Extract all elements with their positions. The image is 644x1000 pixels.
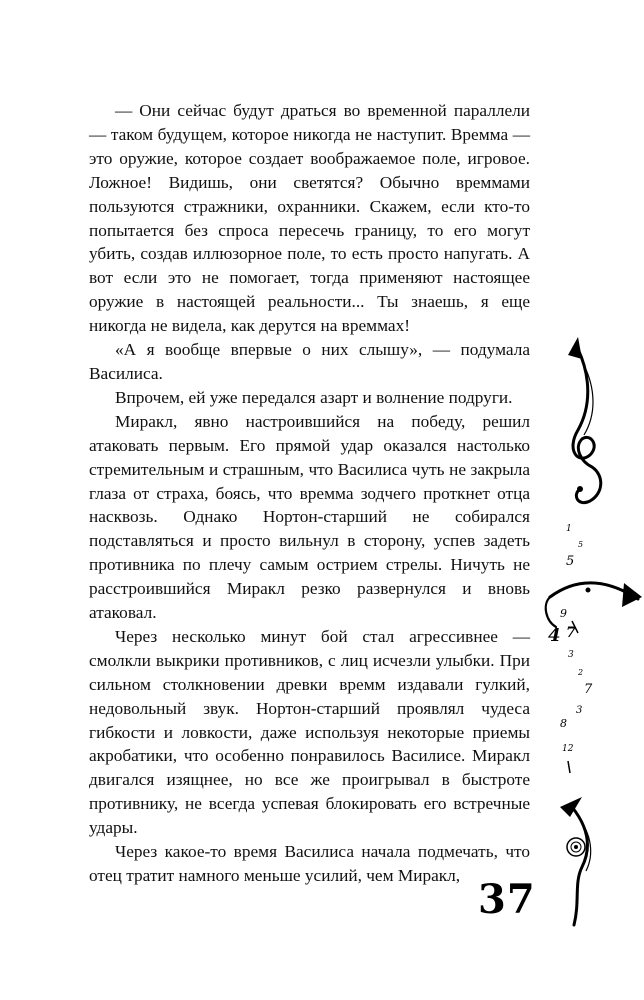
paragraph-1: — Они сейчас будут драться во временной параллели — таком будущем, которое никогда не наступит. Времма — это оружие, которое создает воображаемое поле, игровое. Ложное! Видишь, они светятся? Обычно времмами пользуются стражники, охранники. Скажем, если кто-то попытается без спроса пересечь границу, то его могут убить, создав иллюзорное поле, то есть просто напугать. А вот если это не помогает, тогда применяют настоящее оружие в настоящей реальности... Ты знаешь, я еще никогда не видела, как дерутся на времмах! xyxy=(89,101,530,336)
paragraph-6: Через какое-то время Василиса начала подмечать, что отец тратит намного меньше усилий, чем Миракл, xyxy=(89,842,530,885)
numeral-11: 8 xyxy=(560,717,567,730)
numeral-7: 3 xyxy=(568,650,574,660)
numeral-4: 9 xyxy=(560,607,567,620)
numeral-6: 7 xyxy=(566,625,576,641)
page-number: 37 xyxy=(478,876,536,923)
numeral-2: 5 xyxy=(578,540,584,549)
paragraph-4: Миракл, явно настроившийся на победу, решил атаковать первым. Его прямой удар оказался настолько стремительным и страшным, что Василиса чуть не закрыла глаза от страха, боясь, что времма зодчего проткнет отца насквозь. Однако Нортон-старший не собирался подставляться и просто вильнул в сторону, успев задеть противника по плечу самым острием стрелы. Ничуть не расстроившийся Миракл резко развернулся и вновь атаковал. xyxy=(89,411,530,623)
numeral-3: 5 xyxy=(566,554,575,569)
clock-vine-ornament-icon xyxy=(520,335,644,935)
paragraph-3: Впрочем, ей уже передался азарт и волнение подруги. xyxy=(115,387,513,407)
numeral-10: 3 xyxy=(576,705,583,716)
body-text xyxy=(89,99,530,888)
paragraph-2: «А я вообще впервые о них слышу», — подумала Василиса. xyxy=(89,340,530,383)
numeral-8: 2 xyxy=(578,668,584,677)
numeral-12: 12 xyxy=(562,744,574,754)
numeral-1: 1 xyxy=(566,524,572,534)
numeral-5: 4 xyxy=(548,625,561,646)
numeral-9: 7 xyxy=(584,682,593,697)
paragraph-5: Через несколько минут бой стал агрессивнее — смолкли выкрики противников, с лиц исчезли улыбки. При сильном столкновении древки времм издавали гулкий, недовольный звук. Нортон-старший проявлял чудеса гибкости и ловкости, даже используя некоторые приемы акробатики, что особенно понравилось Василисе. Миракл двигался изящнее, но все же проигрывал в быстроте противнику, не всегда успевая блокировать его встречные удары. xyxy=(89,626,530,838)
